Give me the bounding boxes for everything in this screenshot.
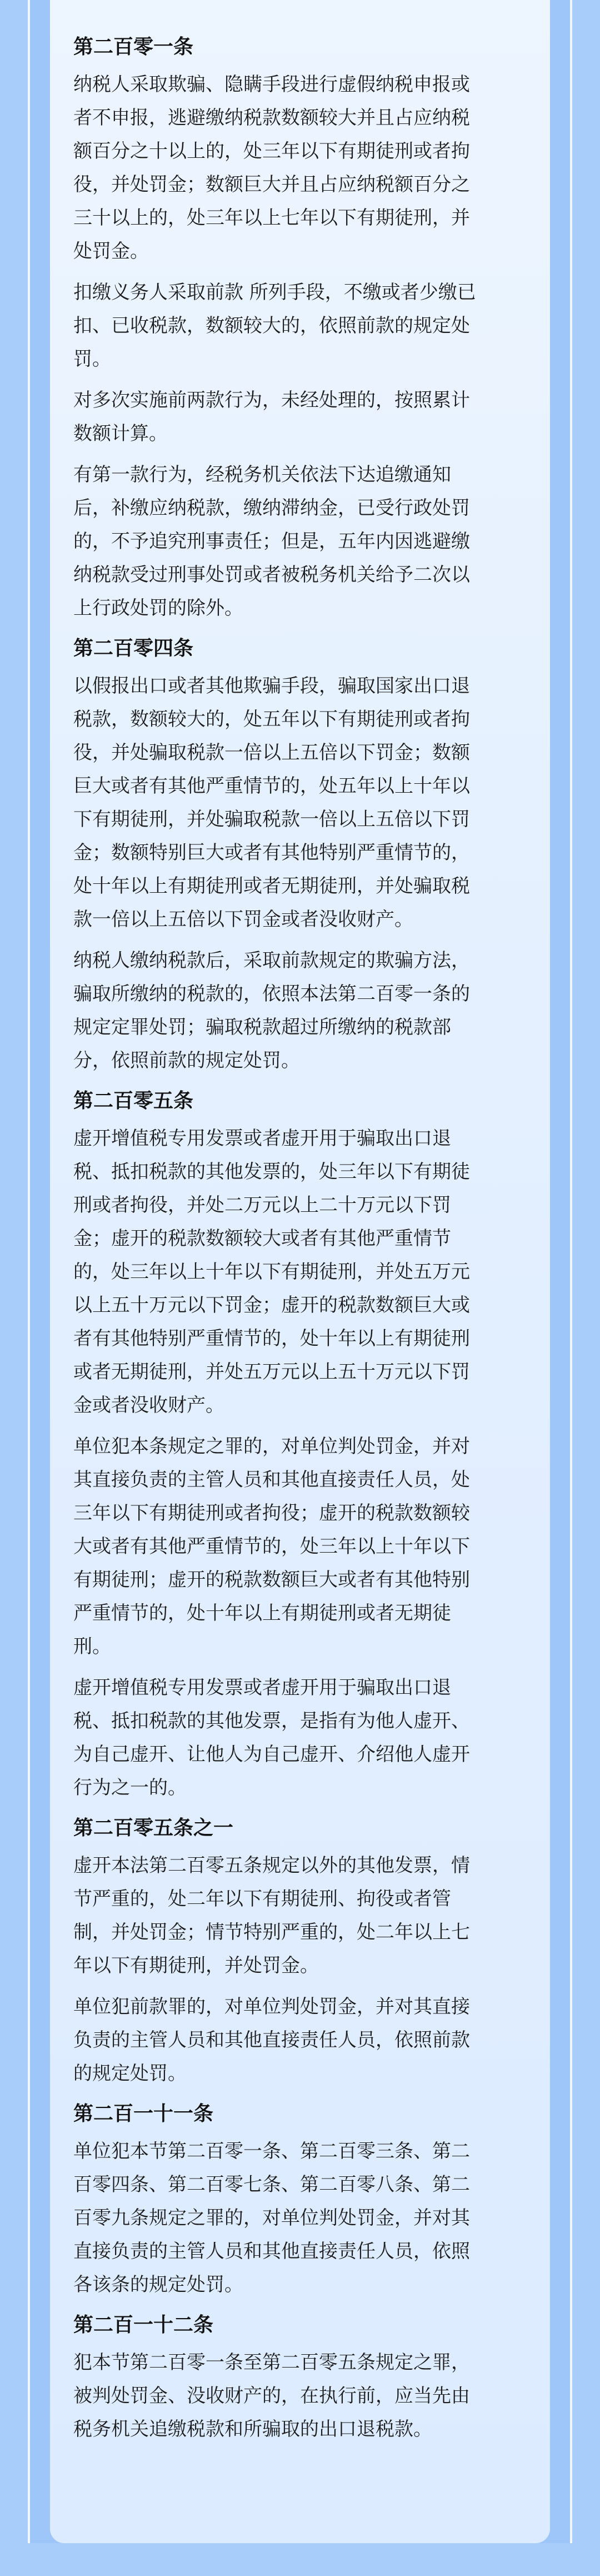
article-paragraph: 对多次实施前两款行为，未经处理的，按照累计 数额计算。 [73, 389, 470, 445]
article-201 [73, 31, 527, 625]
article-211 [73, 2098, 527, 2301]
article-title: 第二百零五条之一 [73, 1817, 234, 1839]
bottom-background [0, 2543, 600, 2576]
article-paragraph: 犯本节第二百零一条至第二百零五条规定之罪， 被判处罚金、没收财产的，在执行前，应当先由 税务机关追缴税款和所骗取的出口退税款。 [73, 2351, 470, 2440]
article-title: 第二百零一条 [73, 36, 194, 58]
article-title: 第二百零五条 [73, 1090, 194, 1112]
article-paragraph: 单位犯前款罪的，对单位判处罚金，并对其直接 负责的主管人员和其他直接责任人员，依照前款 的规定处罚。 [73, 1996, 470, 2085]
article-205 [73, 1085, 527, 1804]
article-paragraph: 虚开增值税专用发票或者虚开用于骗取出口退 税、抵扣税款的其他发票的，处三年以下有期徒 刑或者拘役，并处二万元以上二十万元以下罚 金；虚开的税款数额较大或者有其他严重情节 的，处三年以上十年以下有期徒刑，并处五万元 以上五十万元以下罚金；虚开的税款数额巨大或 者有其他特别严重情节的，处十年以上有期徒刑 或者无期徒刑，并处五万元以上五十万元以下罚 金或者没收财产。 [73, 1127, 470, 1416]
article-205-1 [73, 1812, 527, 2090]
article-paragraph: 单位犯本条规定之罪的，对单位判处罚金，并对 其直接负责的主管人员和其他直接责任人员，处 三年以下有期徒刑或者拘役；虚开的税款数额较 大或者有其他严重情节的，处三年以上十年以下 有期徒刑；虚开的税款数额巨大或者有其他特别 严重情节的，处十年以上有期徒刑或者无期徒 刑。 [73, 1435, 470, 1658]
article-paragraph: 纳税人缴纳税款后，采取前款规定的欺骗方法， 骗取所缴纳的税款的，依照本法第二百零一条的 规定定罪处罚；骗取税款超过所缴纳的税款部 分，依照前款的规定处罚。 [73, 949, 470, 1072]
article-title: 第二百一十二条 [73, 2314, 214, 2336]
article-paragraph: 纳税人采取欺骗、隐瞒手段进行虚假纳税申报或 者不申报，逃避缴纳税款数额较大并且占应纳税 额百分之十以上的，处三年以下有期徒刑或者拘 役，并处罚金；数额巨大并且占应纳税额百分之 三十以上的，处三年以上七年以下有期徒刑，并 处罚金。 [73, 73, 470, 262]
article-paragraph: 虚开本法第二百零五条规定以外的其他发票，情 节严重的，处二年以下有期徒刑、拘役或者管 制，并处罚金；情节特别严重的，处二年以上七 年以下有期徒刑，并处罚金。 [73, 1854, 470, 1977]
document-paper [50, 0, 550, 2543]
article-title: 第二百零四条 [73, 637, 194, 660]
article-212 [73, 2309, 527, 2446]
article-paragraph: 虚开增值税专用发票或者虚开用于骗取出口退 税、抵扣税款的其他发票，是指有为他人虚开、 为自己虚开、让他人为自己虚开、介绍他人虚开 行为之一的。 [73, 1677, 470, 1799]
article-title: 第二百一十一条 [73, 2102, 214, 2125]
article-paragraph: 单位犯本节第二百零一条、第二百零三条、第二 百零四条、第二百零七条、第二百零八条、第二 百零九条规定之罪的，对单位判处罚金，并对其 直接负责的主管人员和其他直接责任人员，依照 各该条的规定处罚。 [73, 2140, 470, 2296]
article-204 [73, 633, 527, 1077]
article-paragraph: 扣缴义务人采取前款 所列手段，不缴或者少缴已 扣、已收税款，数额较大的，依照前款的规定处 罚。 [73, 281, 476, 370]
article-paragraph: 以假报出口或者其他欺骗手段，骗取国家出口退 税款，数额较大的，处五年以下有期徒刑或者拘 役，并处骗取税款一倍以上五倍以下罚金；数额 巨大或者有其他严重情节的，处五年以上十年以 下有期徒刑，并处骗取税款一倍以上五倍以下罚 金；数额特别巨大或者有其他特别严重情节的， 处十年以上有期徒刑或者无期徒刑，并处骗取税 款一倍以上五倍以下罚金或者没收财产。 [73, 675, 470, 931]
article-paragraph: 有第一款行为，经税务机关依法下达追缴通知 后，补缴应纳税款，缴纳滞纳金，已受行政处罚 的，不予追究刑事责任；但是，五年内因逃避缴 纳税款受过刑事处罚或者被税务机关给予二次以 上行政处罚的除外。 [73, 464, 470, 619]
